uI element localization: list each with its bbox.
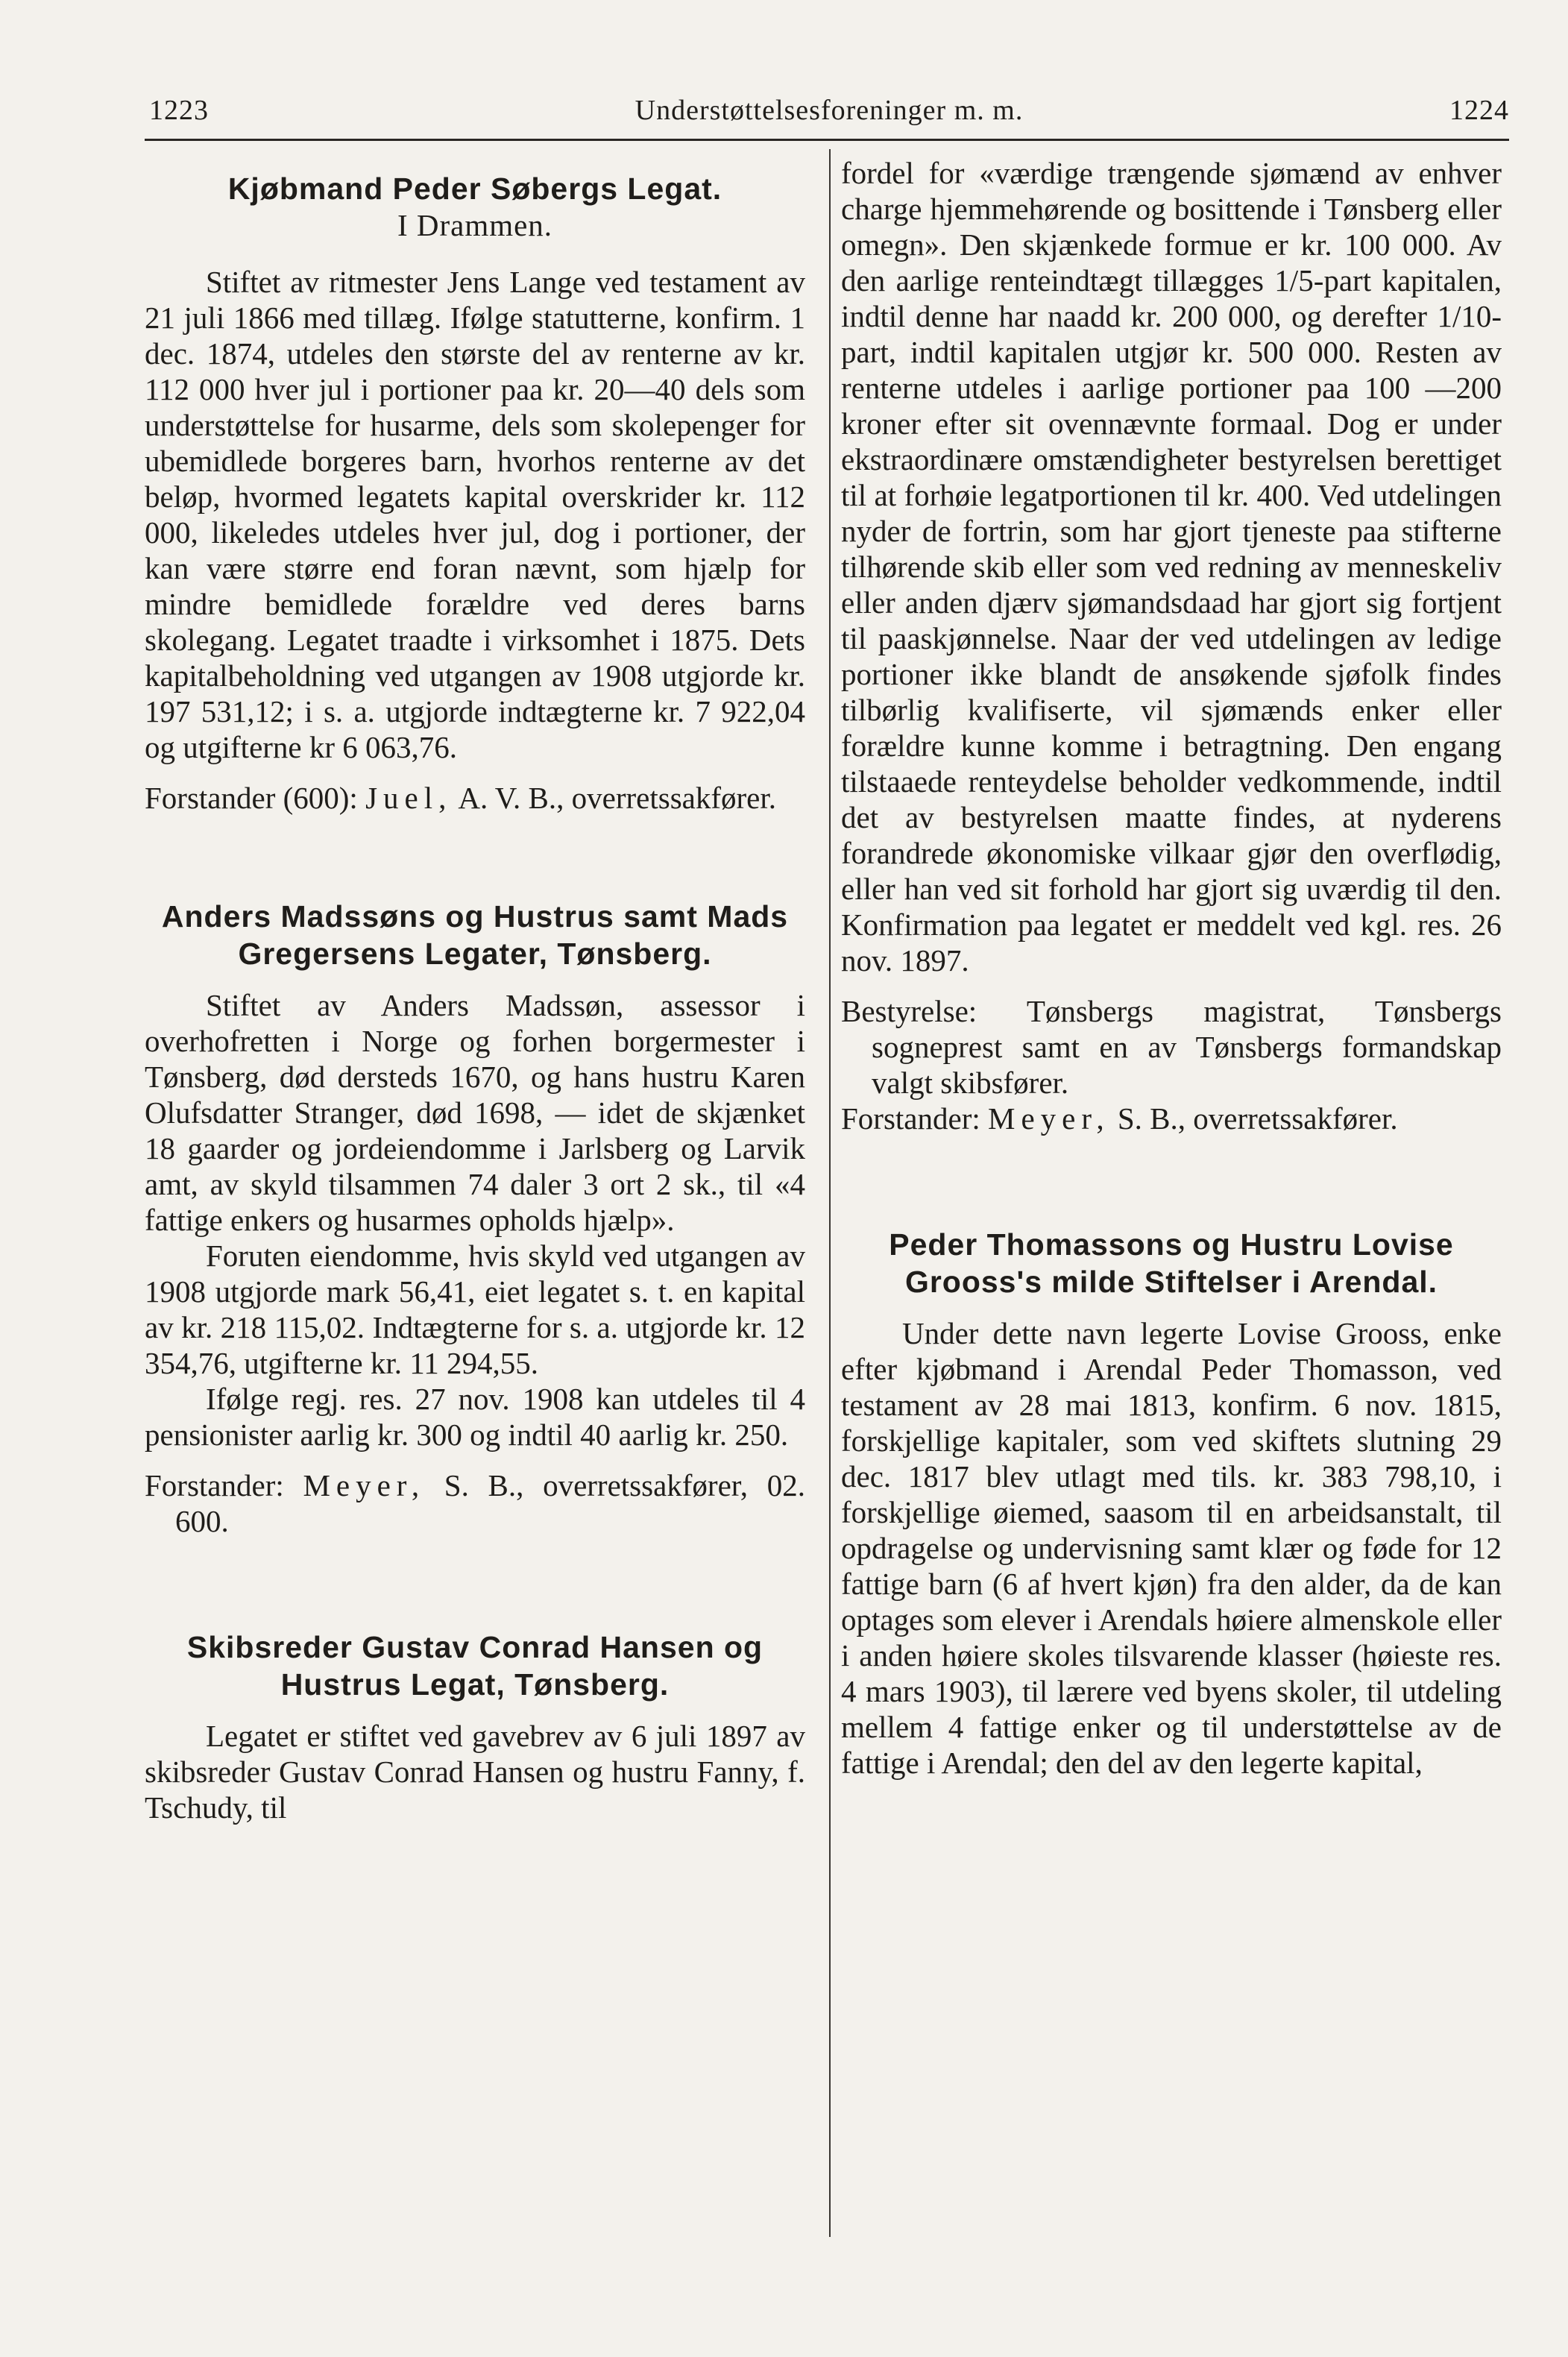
running-title: Understøttelsesforeninger m. m. xyxy=(635,95,1024,126)
soebergs-legat-body: Stiftet av ritmester Jens Lange ved testament av 21 juli 1866 med tillæg. Ifølge statutterne, konfirm. 1 dec. 1874, utdeles den største del av renterne av kr. 112 000 hver jul i portioner paa kr. 20—40 dels som understøttelse for husarme, dels som skolepenger for ubemidlede borgeres barn, hvorhos renterne av det beløp, hvormed legatets kapital overskrider kr. 112 000, likeledes utdeles hver jul, dog i portioner, der kan være større end foran nævnt, som hjælp for mindre bemidlede forældre ved deres barns skolegang. Legatet traadte i virksomhet i 1875. Dets kapitalbeholdning ved utgangen av 1908 utgjorde kr. 197 531,12; i s. a. utgjorde indtægterne kr. 7 922,04 og utgifterne kr 6 063,76. xyxy=(145,265,805,764)
page-number-left: 1223 xyxy=(149,95,209,126)
forstander-name: Meyer, xyxy=(303,1468,426,1502)
soebergs-forstander xyxy=(145,780,805,816)
thomassons-paragraph-1: Under dette navn legerte Lovise Grooss, enke efter kjøbmand i Arendal Peder Thomasson, ved testament av 28 mai 1813, konfirm. 6 nov. 1815, forskjellige kapitaler, som ved skiftets slutning 29 dec. 1817 blev utlagt med tils. kr. 383 798,10, i forskjellige øiemed, saasom til en arbeidsanstalt, til opdragelse og undervisning samt klær og føde for 12 fattige barn (6 af hvert kjøn) fra den alder, da de kan optages som elever i Arendals høiere almenskole eller i anden høiere skoles tilsvarende klasser (høieste res. 4 mars 1903), til lærere ved byens skoler, til utdeling mellem 4 fattige enker og til understøttelse av de fattige i Arendal; den del av den legerte kapital, xyxy=(841,1316,1502,1780)
section-title-thomassons-stiftelser-line1: Peder Thomassons og Hustru Lovise xyxy=(889,1227,1454,1262)
forstander-rest: A. V. B., overretssakfører. xyxy=(458,781,776,815)
forstander-label: Forstander (600): xyxy=(145,781,358,815)
section-place-drammen: I Drammen. xyxy=(397,208,553,242)
madssoens-paragraph-2: Foruten eiendomme, hvis skyld ved utgangen av 1908 utgjorde mark 56,41, eiet legatet s. t. en kapital av kr. 218 115,02. Indtægterne for s. a. utgjorde kr. 12 354,76, utgifterne kr. 11 294,55. xyxy=(145,1239,805,1380)
forstander-name: Meyer, xyxy=(988,1101,1110,1136)
madssoens-forstander xyxy=(145,1467,805,1539)
section-title-madssoens-legater-line2: Gregersens Legater, Tønsberg. xyxy=(238,937,712,971)
hansen-legat-continuation: fordel for «værdige trængende sjømænd av enhver charge hjemmehørende og bosittende i Tønsberg eller omegn». Den skjænkede formue er kr. 100 000. Av den aarlige renteindtægt tillægges 1/5-part kapitalen, indtil denne har naadd kr. 200 000, og derefter 1/10-part, indtil kapitalen utgjør kr. 500 000. Resten av renterne utdeles i aarlige portioner paa 100 —200 kroner efter sit ovennævnte formaal. Dog er under ekstraordinære omstændigheter bestyrelsen berettiget til at forhøie legatportionen til kr. 400. Ved utdelingen nyder de fortrin, som har gjort tjeneste paa stifterne tilhørende skib eller som ved redning av menneskeliv eller anden djærv sjømandsdaad har gjort sig fortjent til paaskjønnelse. Naar der ved utdelingen av ledige portioner ikke blandt de ansøkende sjøfolk findes tilbørlig kvalifiserte, vil sjømænds enker eller forældre kunne komme i betragtning. Den engang tilstaaede renteydelse beholder vedkommende, indtil det av bestyrelsen maatte findes, at nyderens forandrede økonomiske vilkaar gjør den overflødig, eller han ved sit forhold har gjort sig uværdig til den. Konfirmation paa legatet er meddelt ved kgl. res. 26 nov. 1897. xyxy=(841,156,1502,978)
right-column xyxy=(841,155,1502,1781)
forstander-label: Forstander: xyxy=(145,1468,284,1502)
madssoens-paragraph-1: Stiftet av Anders Madssøn, assessor i overhofretten i Norge og forhen borgermester i Tønsberg, død dersteds 1670, og hans hustru Karen Olufsdatter Stranger, død 1698, — idet de skjænket 18 gaarder og jordeiendomme i Jarlsberg og Larvik amt, av skyld tilsammen 74 daler 3 ort 2 sk., til «4 fattige enkers og husarmes opholds hjælp». xyxy=(145,988,805,1237)
column-divider xyxy=(829,149,831,2237)
left-column xyxy=(145,155,805,1825)
section-title-hansen-legat-line1: Skibsreder Gustav Conrad Hansen og xyxy=(186,1630,763,1664)
section-title-thomassons-stiftelser-line2: Grooss's milde Stiftelser i Arendal. xyxy=(904,1265,1438,1299)
forstander-name: Juel, xyxy=(365,781,453,815)
forstander-rest: S. B., overretssakfører, 02. 600. xyxy=(175,1468,805,1538)
page-number-right: 1224 xyxy=(1449,95,1509,126)
page-header xyxy=(149,88,1509,133)
madssoens-paragraph-3: Ifølge regj. res. 27 nov. 1908 kan utdeles til 4 pensionister aarlig kr. 300 og indtil 40 aarlig kr. 250. xyxy=(145,1382,805,1452)
hansen-forstander xyxy=(841,1101,1502,1136)
section-title-hansen-legat-line2: Hustrus Legat, Tønsberg. xyxy=(280,1667,670,1702)
section-title-madssoens-legater-line1: Anders Madssøns og Hustrus samt Mads xyxy=(161,899,789,934)
header-rule xyxy=(145,139,1509,141)
forstander-rest: S. B., overretssakfører. xyxy=(1117,1101,1398,1136)
hansen-legat-paragraph-1: Legatet er stiftet ved gavebrev av 6 juli 1897 av skibsreder Gustav Conrad Hansen og hustru Fanny, f. Tschudy, til xyxy=(145,1719,805,1825)
forstander-label: Forstander: xyxy=(841,1101,980,1136)
hansen-bestyrelse: Bestyrelse: Tønsbergs magistrat, Tønsbergs sogneprest samt en av Tønsbergs formandskap valgt skibsfører. xyxy=(841,994,1502,1100)
section-title-soebergs-legat: Kjøbmand Peder Søbergs Legat. xyxy=(227,171,722,206)
